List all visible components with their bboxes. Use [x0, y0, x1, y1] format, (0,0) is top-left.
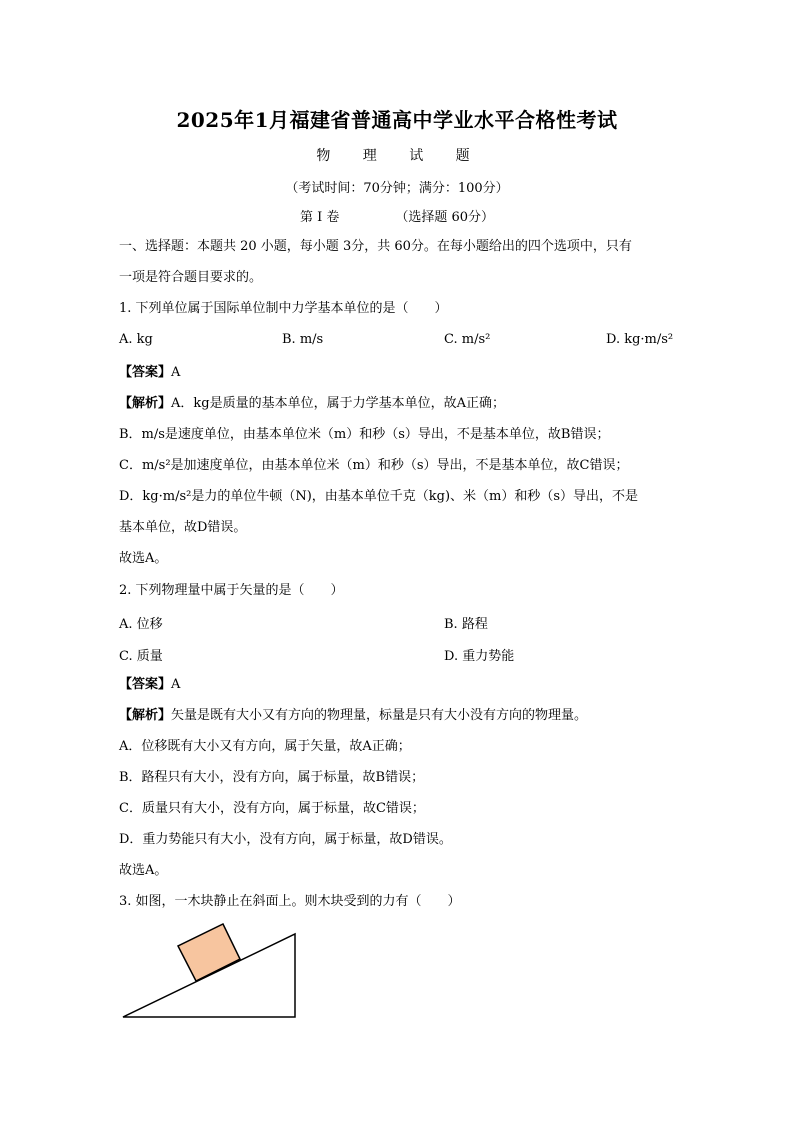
q1-option-a: A. kg: [119, 332, 153, 347]
q2-analysis-intro: [119, 707, 587, 725]
section-intro-line1: 一、选择题：本题共 20 小题，每小题 3分，共 60分。在每小题给出的四个选项中，只有: [119, 239, 632, 254]
q2-analysis-line-b: B．路程只有大小，没有方向，属于标量，故B错误；: [119, 770, 425, 785]
q2-analysis-line-c: C．质量只有大小，没有方向，属于标量，故C错误；: [119, 801, 425, 816]
exam-title: 2025年1月福建省普通高中学业水平合格性考试: [176, 108, 618, 132]
q2-answer-value: A: [171, 677, 181, 692]
q2-option-c: C. 质量: [119, 649, 163, 664]
q1-conclusion: 故选A。: [119, 551, 168, 566]
q1-option-c: C. m/s²: [444, 332, 491, 347]
incline-figure: [118, 915, 302, 1023]
q2-analysis-tag: 【解析】: [119, 708, 172, 723]
q1-answer-tag: 【答案】: [119, 365, 172, 380]
q1-analysis-tag: 【解析】: [119, 396, 172, 411]
volume-heading: [0, 206, 794, 225]
q2-stem: 2. 下列物理量中属于矢量的是（ ）: [119, 583, 344, 598]
q1-answer-value: A: [171, 365, 181, 380]
q1-stem: 1. 下列单位属于国际单位制中力学基本单位的是（ ）: [119, 301, 448, 316]
q1-analysis-line-a: [119, 395, 505, 413]
q1-analysis-line-b: B．m/s是速度单位，由基本单位米（m）和秒（s）导出，不是基本单位，故B错误；: [119, 427, 610, 442]
volume-note: （选择题 60分）: [395, 210, 495, 225]
volume-label: 第 I 卷: [299, 210, 340, 225]
q1-answer: [119, 364, 180, 382]
q1-analysis-line-d-cont: 基本单位，故D错误。: [119, 520, 247, 535]
q1-option-d: D. kg·m/s²: [606, 332, 674, 347]
q1-analysis-a-text: A．kg是质量的基本单位，属于力学基本单位，故A正确；: [171, 396, 505, 411]
exam-info: （考试时间：70分钟；满分：100分）: [285, 181, 509, 196]
q1-analysis-line-c: C．m/s²是加速度单位，由基本单位米（m）和秒（s）导出，不是基本单位，故C错误；: [119, 458, 629, 473]
q2-analysis-line-d: D．重力势能只有大小，没有方向，属于标量，故D错误。: [119, 832, 452, 847]
q2-analysis-intro-text: 矢量是既有大小又有方向的物理量，标量是只有大小没有方向的物理量。: [171, 708, 588, 723]
q2-option-b: B. 路程: [444, 617, 488, 632]
section-intro-line2: 一项是符合题目要求的。: [119, 270, 263, 285]
q1-analysis-line-d: D．kg·m/s²是力的单位牛顿（N)，由基本单位千克（kg)、米（m）和秒（s）导出，不是: [119, 489, 639, 504]
q2-conclusion: 故选A。: [119, 863, 168, 878]
q2-analysis-line-a: A．位移既有大小又有方向，属于矢量，故A正确；: [119, 739, 411, 754]
q2-option-d: D. 重力势能: [444, 649, 515, 664]
exam-subject: 物 理 试 题: [316, 148, 478, 164]
q2-answer-tag: 【答案】: [119, 677, 172, 692]
q1-option-b: B. m/s: [282, 332, 324, 347]
q2-option-a: A. 位移: [119, 617, 163, 632]
q3-stem: 3. 如图，一木块静止在斜面上。则木块受到的力有（ ）: [119, 894, 461, 909]
q2-answer: [119, 676, 180, 694]
